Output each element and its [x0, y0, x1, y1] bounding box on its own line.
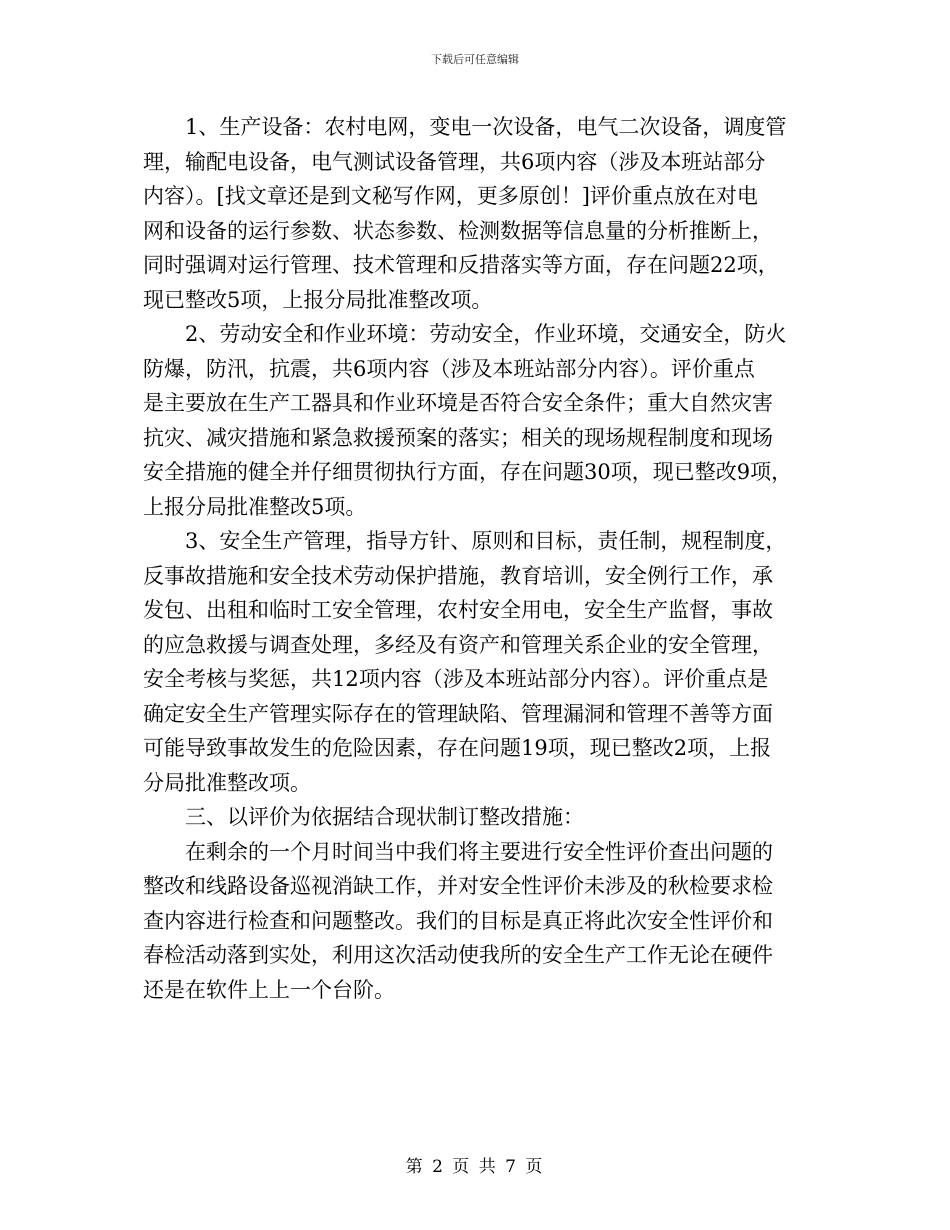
- text-line: 2、劳动安全和作业环境：劳动安全，作业环境，交通安全，防火: [185, 322, 787, 346]
- section-heading: 三、以评价为依据结合现状制订整改措施：: [185, 805, 584, 829]
- document-body: [143, 110, 813, 1007]
- text-line: 是主要放在生产工器具和作业环境是否符合安全条件；重大自然灾害: [143, 391, 773, 415]
- text-line: 理，输配电设备，电气测试设备管理，共6项内容（涉及本班站部分: [143, 149, 766, 174]
- text-line: 内容）。[找文章还是到文秘写作网，更多原创！]评价重点放在对电: [143, 184, 758, 208]
- page-header: 下载后可任意编辑: [431, 53, 519, 66]
- text-line: 确定安全生产管理实际存在的管理缺陷、管理漏洞和管理不善等方面: [143, 701, 773, 726]
- text-line: 整改和线路设备巡视消缺工作，并对安全性评价未涉及的秋检要求检: [143, 874, 773, 898]
- page-number: 第 2 页 共 7 页: [405, 1157, 545, 1177]
- text-line: 还是在软件上上一个台阶。: [143, 977, 395, 1002]
- text-line: 现已整改5项，上报分局批准整改项。: [143, 287, 493, 312]
- text-line: 春检活动落到实处，利用这次活动使我所的安全生产工作无论在硬件: [143, 943, 773, 967]
- text-line: 抗灾、减灾措施和紧急救援预案的落实；相关的现场规程制度和现场: [143, 425, 773, 450]
- text-line: 的应急救援与调查处理，多经及有资产和管理关系企业的安全管理，: [143, 632, 773, 657]
- text-line: 3、安全生产管理，指导方针、原则和目标，责任制，规程制度，: [185, 529, 787, 553]
- text-line: 防爆，防汛，抗震，共6项内容（涉及本班站部分内容）。评价重点: [143, 356, 755, 381]
- text-line: 同时强调对运行管理、技术管理和反措落实等方面，存在问题22项，: [143, 253, 779, 277]
- text-line: 安全考核与奖惩，共12项内容（涉及本班站部分内容）。评价重点是: [143, 667, 769, 691]
- text-line: 分局批准整改项。: [143, 770, 311, 795]
- text-line: 网和设备的运行参数、状态参数、检测数据等信息量的分析推断上，: [143, 218, 773, 243]
- text-line: 安全措施的健全并仔细贯彻执行方面，存在问题30项，现已整改9项，: [143, 460, 793, 484]
- text-line: 上报分局批准整改5项。: [143, 494, 367, 519]
- text-line: 在剩余的一个月时间当中我们将主要进行安全性评价查出问题的: [185, 839, 773, 864]
- text-line: 可能导致事故发生的危险因素，存在问题19项，现已整改2项，上报: [143, 736, 772, 760]
- text-line: 1、生产设备：农村电网，变电一次设备，电气二次设备，调度管: [185, 115, 787, 139]
- text-line: 发包、出租和临时工安全管理，农村安全用电，安全生产监督，事故: [143, 598, 773, 622]
- text-line: 反事故措施和安全技术劳动保护措施，教育培训，安全例行工作，承: [143, 563, 773, 588]
- text-line: 查内容进行检查和问题整改。我们的目标是真正将此次安全性评价和: [143, 908, 773, 933]
